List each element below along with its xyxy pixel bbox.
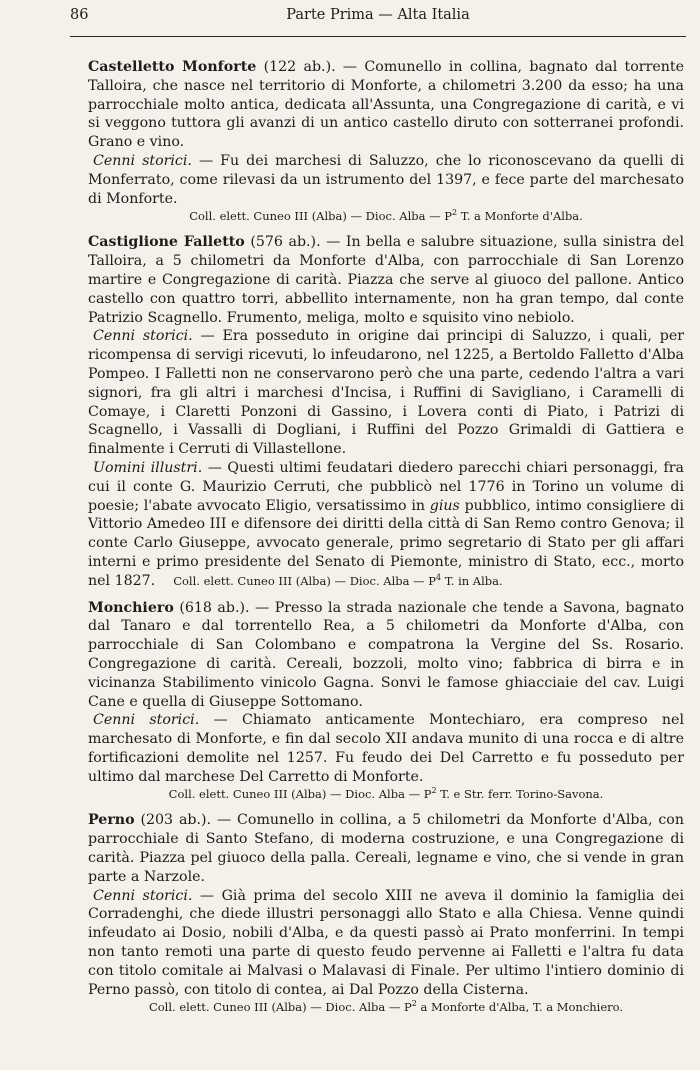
- place-name: Castiglione Falletto: [88, 234, 245, 251]
- place-name: Castelletto Monforte: [88, 59, 257, 75]
- entry-monchiero: [88, 599, 684, 804]
- population: (618 ab.).: [179, 599, 250, 616]
- entry-castiglione-falletto: [88, 233, 684, 590]
- place-name: Perno: [88, 812, 135, 829]
- electoral-text: Coll. elett. Cuneo III (Alba) — Dioc. Alba — P: [189, 209, 453, 224]
- section-label: Cenni storici.: [93, 887, 193, 904]
- entry-castelletto-monforte: [88, 58, 684, 225]
- superscript: 2: [411, 999, 417, 1009]
- electoral-text-end: T. in Alba.: [441, 573, 503, 588]
- illustrious-text-cont: pubblico, intimo consigliere di Vittorio Amedeo III e difensore dei diritti della città di San Remo contro Genova; il conte Carlo Giuseppe, avvocato generale, primo segretario di Stato per gli affari interni e primo presidente del Senato di Piemonte, ministro di Stato, ecc., morto nel 1827.: [88, 497, 684, 589]
- entry-description: [88, 599, 684, 712]
- illustrious-men: [88, 459, 684, 591]
- running-head: Parte Prima — Alta Italia: [286, 7, 470, 23]
- electoral-text-end: T. e Str. ferr. Torino-Savona.: [436, 787, 604, 802]
- historical-notes: [88, 711, 684, 786]
- electoral-note: [88, 999, 684, 1016]
- electoral-text: Coll. elett. Cuneo III (Alba) — Dioc. Alba — P: [148, 1000, 412, 1015]
- description-text: — In bella e salubre situazione, sulla sinistra del Talloira, a 5 chilometri da Monforte d'Alba, con parrocchiale di San Lorenzo martire e Congregazione di carità. Piazza che serve al giuoco del pallone. Antico castello con quattro torri, abbellito internamente, non ha gran tempo, dal conte Patrizio Scagnello. Frumento, meliga, molto e squisito vino nebiolo.: [88, 234, 684, 326]
- historical-notes: [88, 327, 684, 459]
- section-label: Cenni storici.: [93, 712, 200, 729]
- population: (203 ab.).: [140, 812, 212, 829]
- page-number: 86: [70, 7, 89, 23]
- place-name: Monchiero: [88, 599, 174, 616]
- superscript: 2: [452, 208, 458, 218]
- historical-notes: [88, 152, 684, 208]
- population: (576 ab.).: [250, 234, 321, 251]
- description-text: — Comunello in collina, bagnato dal torrente Talloira, che nasce nel territorio di Monforte, a chilometri 3.200 da esso; ha una parrocchiale molto antica, dedicata all'Assunta, una Congregazione di carità, e vi si veggono tuttora gli avanzi di un antico castello diruto con sotterranei profondi. Grano e vino.: [88, 59, 684, 151]
- description-text: — Presso la strada nazionale che tende a Savona, bagnato dal Tanaro e dal torrentello Rea, a 5 chilometri da Monforte d'Alba, con parrocchiale di San Colombano e compatrona la Vergine del Ss. Rosario. Congregazione di carità. Cereali, bozzoli, molto vino; fabbrica di birra e in vicinanza Stabilimento vinicolo Gagna. Sonvi le famose ghiacciaie del cav. Luigi Cane e quella di Giuseppe Sottomano.: [88, 599, 684, 710]
- historical-text: — Già prima del secolo XIII ne aveva il dominio la famiglia dei Corradenghi, che diede illustri personaggi allo Stato e alla Chiesa. Venne quindi infeudato ai Dosio, nobili d'Alba, e da questi passò ai Prato monferrini. In tempi non tanto remoti una parte di questo feudo pervenne ai Falletti e l'altra fu data con titolo comitale ai Malvasi o Malavasi di Finale. Per ultimo l'intiero dominio di Perno passò, con titolo di contea, ai Dal Pozzo della Cisterna.: [88, 887, 684, 998]
- population: (122 ab.).: [263, 59, 336, 75]
- historical-text: — Chiamato anticamente Montechiaro, era compreso nel marchesato di Monforte, e fin dal secolo XII andava munito di una rocca e di altre fortificazioni demolite nel 1257. Fu feudo dei Del Carretto e fu posseduto per ultimo dal marchese Del Carretto di Monforte.: [88, 712, 684, 785]
- entry-perno: [88, 811, 684, 1016]
- electoral-text: Coll. elett. Cuneo III (Alba) — Dioc. Alba — P: [168, 787, 432, 802]
- electoral-note: [88, 208, 684, 225]
- illustrious-text: — Questi ultimi feudatari diedero parecchi chiari personaggi, fra cui il conte G. Maurizio Cerruti, che pubblicò nel 1776 in Torino un volume di poesie; l'abate avvocato Eligio, versatissimo in: [88, 459, 684, 514]
- header-rule: [70, 36, 686, 37]
- entry-description: [88, 58, 684, 152]
- entry-description: [88, 233, 684, 327]
- entry-description: [88, 811, 684, 886]
- electoral-note: [88, 786, 684, 803]
- superscript: 4: [436, 572, 442, 582]
- electoral-text-end: T. a Monforte d'Alba.: [457, 209, 583, 224]
- historical-text: — Era posseduto in origine dai principi di Saluzzo, i quali, per ricompensa di servigi ricevuti, lo infeudarono, nel 1225, a Bertoldo Falletto d'Alba Pompeo. I Falletti non ne conservarono però che una parte, cedendo l'altra a vari signori, fra gli altri i marchesi d'Incisa, i Ruffini di Savigliano, i Caramelli di Comaye, i Claretti Ponzoni di Gassino, i Lovera conti di Piato, i Patrizi di Scagnello, i Vassalli di Dogliani, i Ruffini del Pozzo Grimaldi di Gattiera e finalmente i Cerruti di Villastellone.: [88, 328, 684, 458]
- page-content: [88, 58, 684, 1024]
- section-label: Cenni storici.: [93, 328, 193, 345]
- superscript: 2: [431, 786, 437, 796]
- historical-notes: [88, 887, 684, 1000]
- electoral-text: Coll. elett. Cuneo III (Alba) — Dioc. Alba — P: [173, 573, 437, 588]
- electoral-text-end: a Monforte d'Alba, T. a Monchiero.: [416, 1000, 624, 1015]
- electoral-note: [173, 574, 502, 588]
- historical-text: — Fu dei marchesi di Saluzzo, che lo riconoscevano da quelli di Monferrato, come rilevasi da un istrumento del 1397, e fece parte del marchesato di Monforte.: [88, 152, 684, 207]
- section-label: Uomini illustri.: [93, 459, 203, 476]
- page-header: [70, 7, 686, 29]
- section-label: Cenni storici.: [93, 152, 192, 169]
- description-text: — Comunello in collina, a 5 chilometri da Monforte d'Alba, con parrocchiale di Santo Stefano, di moderna costruzione, e una Congregazione di carità. Piazza pel giuoco della palla. Cereali, legname e vino, che si vende in gran parte a Narzole.: [88, 812, 684, 885]
- italic-word: gius: [429, 497, 460, 514]
